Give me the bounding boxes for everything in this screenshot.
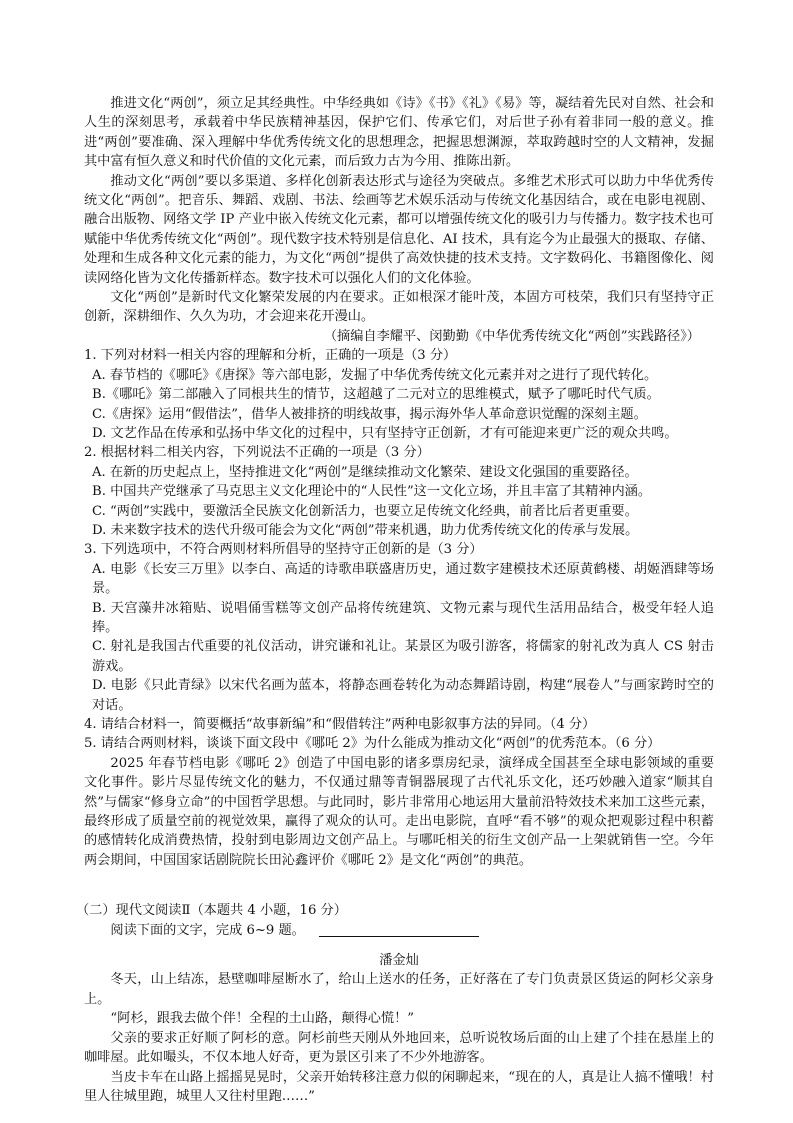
option-b: B. 天宫藻井冰箱贴、说唱俑雪糕等文创产品将传统建筑、文物元素与现代生活用品结合，极受年轻人追捧。: [92, 600, 714, 635]
spacer: [84, 889, 714, 901]
option-d: D. 文艺作品在传承和弘扬中华文化的过程中，只有坚持守正创新，才有可能迎来更广泛的观众共鸣。: [92, 425, 678, 441]
option-b: B. 中国共产党继承了马克思主义文化理论中的“人民性”这一文化立场，并且丰富了其精神内涵。: [92, 484, 652, 500]
story-paragraph: 当皮卡车在山路上摇摇晃晃时，父亲开始转移注意力似的闲聊起来，“现在的人，真是让人搞不懂哦！村里人往城里跑，城里人又往村里跑……”: [84, 1069, 714, 1104]
material2-source: （摘编自李耀平、闵勤勤《中华优秀传统文化“两创”实践路径》）: [323, 328, 700, 344]
story-paragraph: 父亲的要求正好顺了阿杉的意。阿杉前些天刚从外地回来，总听说牧场后面的山上建了个挂在悬崖上的咖啡屋。此如嘬头，不仅本地人好奇，更为景区引来了不少外地游客。: [84, 1030, 714, 1066]
question-stem: 1. 下列对材料一相关内容的理解和分析，正确的一项是（3 分）: [84, 348, 457, 364]
material2-body: [84, 94, 714, 346]
option-a: A. 在新的历史起点上，坚持推进文化“两创”是继续推动文化繁荣、建设文化强国的重要路径。: [92, 464, 638, 480]
material2-paragraph: 推进文化“两创”，须立足其经典性。中华经典如《诗》《书》《礼》《易》等，凝结着先民对自然、社会和人生的深刻思考，承载着中华民族精神基因，保护它们、传承它们，对后世子孙有着非同一般的意义。推进“两创”要准确、深入理解中华优秀传统文化的思想理念，把握思想渊源，萃取跨越时空的人文精神，发掘其中富有恒久意义和时代价值的文化元素，而后致力古为今用、推陈出新。: [84, 96, 714, 170]
option-d: D. 未来数字技术的迭代升级可能会为文化“两创”带来机遇，助力优秀传统文化的传承与发展。: [92, 522, 639, 538]
option-c: C. “两创”实践中，要激活全民族文化创新活力，也要立足传统文化经典，前者比后者更重要。: [92, 503, 638, 519]
story-paragraph: 冬天，山上结冻，悬壁咖啡屋断水了，给山上送水的任务，正好落在了专门负责景区货运的阿杉父亲身上。: [84, 972, 714, 1007]
option-c: C. 射礼是我国古代重要的礼仪活动，讲究谦和礼让。某景区为吸引游客，将儒家的射礼改为真人 CS 射击游戏。: [92, 639, 714, 674]
story-title: 潘金灿: [379, 953, 419, 969]
option-d: D. 电影《只此青绿》以宋代名画为蓝本，将静态画卷转化为动态舞蹈诗剧，构建“展卷人”与画家跨时空的对话。: [92, 678, 714, 713]
option-a: A. 春节档的《哪吒》《唐探》等六部电影，发掘了中华优秀传统文化元素并对之进行了现代转化。: [92, 367, 658, 383]
option-b: B.《哪吒》第二部融入了同根共生的情节，这超越了二元对立的思维模式，赋予了哪吒时代气质。: [92, 387, 660, 403]
section-2: [76, 901, 714, 1106]
option-a: A. 电影《长安三万里》以李白、高适的诗歌串联盛唐历史，通过数字建模技术还原黄鹤楼、胡姬酒肆等场景。: [92, 561, 714, 597]
question-2: [84, 443, 714, 540]
material2-paragraph: 推动文化“两创”要以多渠道、多样化创新表达形式与途径为突破点。多维艺术形式可以助力中华优秀传统文化“两创”。把音乐、舞蹈、戏剧、书法、绘画等艺术娱乐活动与传统文化基因结合，或在电影电视剧、融合出版物、网络文学 IP 产业中嵌入传统文化元素，都可以增强传统文化的吸引力与传播力。数字技术也可赋能中华优秀传统文化“两创”。现代数字技术特别是信息化、AI 技术，具有迄今为止最强大的摄取、存储、处理和生成各种文化元素的能力，为文化“两创”提供了高效快捷的技术支持。文字数码化、书籍图像化、阅读网络化皆为文化传播新样态。数字技术可以强化人们的文化体验。: [84, 173, 714, 286]
option-c: C.《唐探》运用“假借法”，借华人被排挤的明线故事，揭示海外华人革命意识觉醒的深刻主题。: [92, 406, 647, 422]
question-1: [84, 346, 714, 443]
question-3: [84, 540, 714, 715]
question-stem: 2. 根据材料二相关内容，下列说法不正确的一项是（3 分）: [84, 445, 430, 461]
instruction-text: 阅读下面的文字，完成 6~9 题。: [110, 922, 305, 938]
spacer: [84, 870, 714, 889]
question-4: 4. 请结合材料一，简要概括“故事新编”和“假借转注”两种电影叙事方法的异同。（4 分）: [84, 717, 596, 732]
question-5-passage: 2025 年春节档电影《哪吒 2》创造了中国电影的诸多票房纪录，演绎成全国甚至全球电影领域的重要文化事件。影片尽显传统文化的魅力，不仅通过鼎等青铜器展现了古代礼乐文化，还巧妙融入道家“顺其自然”与儒家“修身立命”的中国哲学思想。与此同时，影片非常用心地运用大量前沿特效技术来加工这些元素，最终形成了质量空前的视觉效果，赢得了观众的认可。走出电影院，直呼“看不够”的观众把观影过程中积蓄的感情转化成消费热情，投射到电影周边文创产品上。与哪吒相关的衍生文创产品一上架就销售一空。今年两会期间，中国国家话剧院院长田沁鑫评价《哪吒 2》是文化“两创”的典范。: [84, 755, 714, 868]
question-5: 5. 请结合两则材料，谈谈下面文段中《哪吒 2》为什么能成为推动文化“两创”的优秀范本。（6 分）: [84, 736, 661, 752]
question-stem: 3. 下列选项中，不符合两则材料所倡导的坚持守正创新的是（3 分）: [84, 542, 483, 558]
material2-paragraph: 文化“两创”是新时代文化繁荣发展的内在要求。正如根深才能叶茂，本固方可枝荣，我们只有坚持守正创新，深耕细作、久久为功，才会迎来花开漫山。: [84, 290, 714, 325]
story-paragraph: “阿杉，跟我去做个伴！全程的土山路，颠得心慌！”: [110, 1011, 414, 1027]
document-page: [76, 94, 714, 1106]
section-heading: （二）现代文阅读Ⅱ（本题共 4 小题，16 分）: [76, 903, 347, 919]
section-instruction: [84, 921, 714, 940]
answer-line: [319, 924, 479, 937]
